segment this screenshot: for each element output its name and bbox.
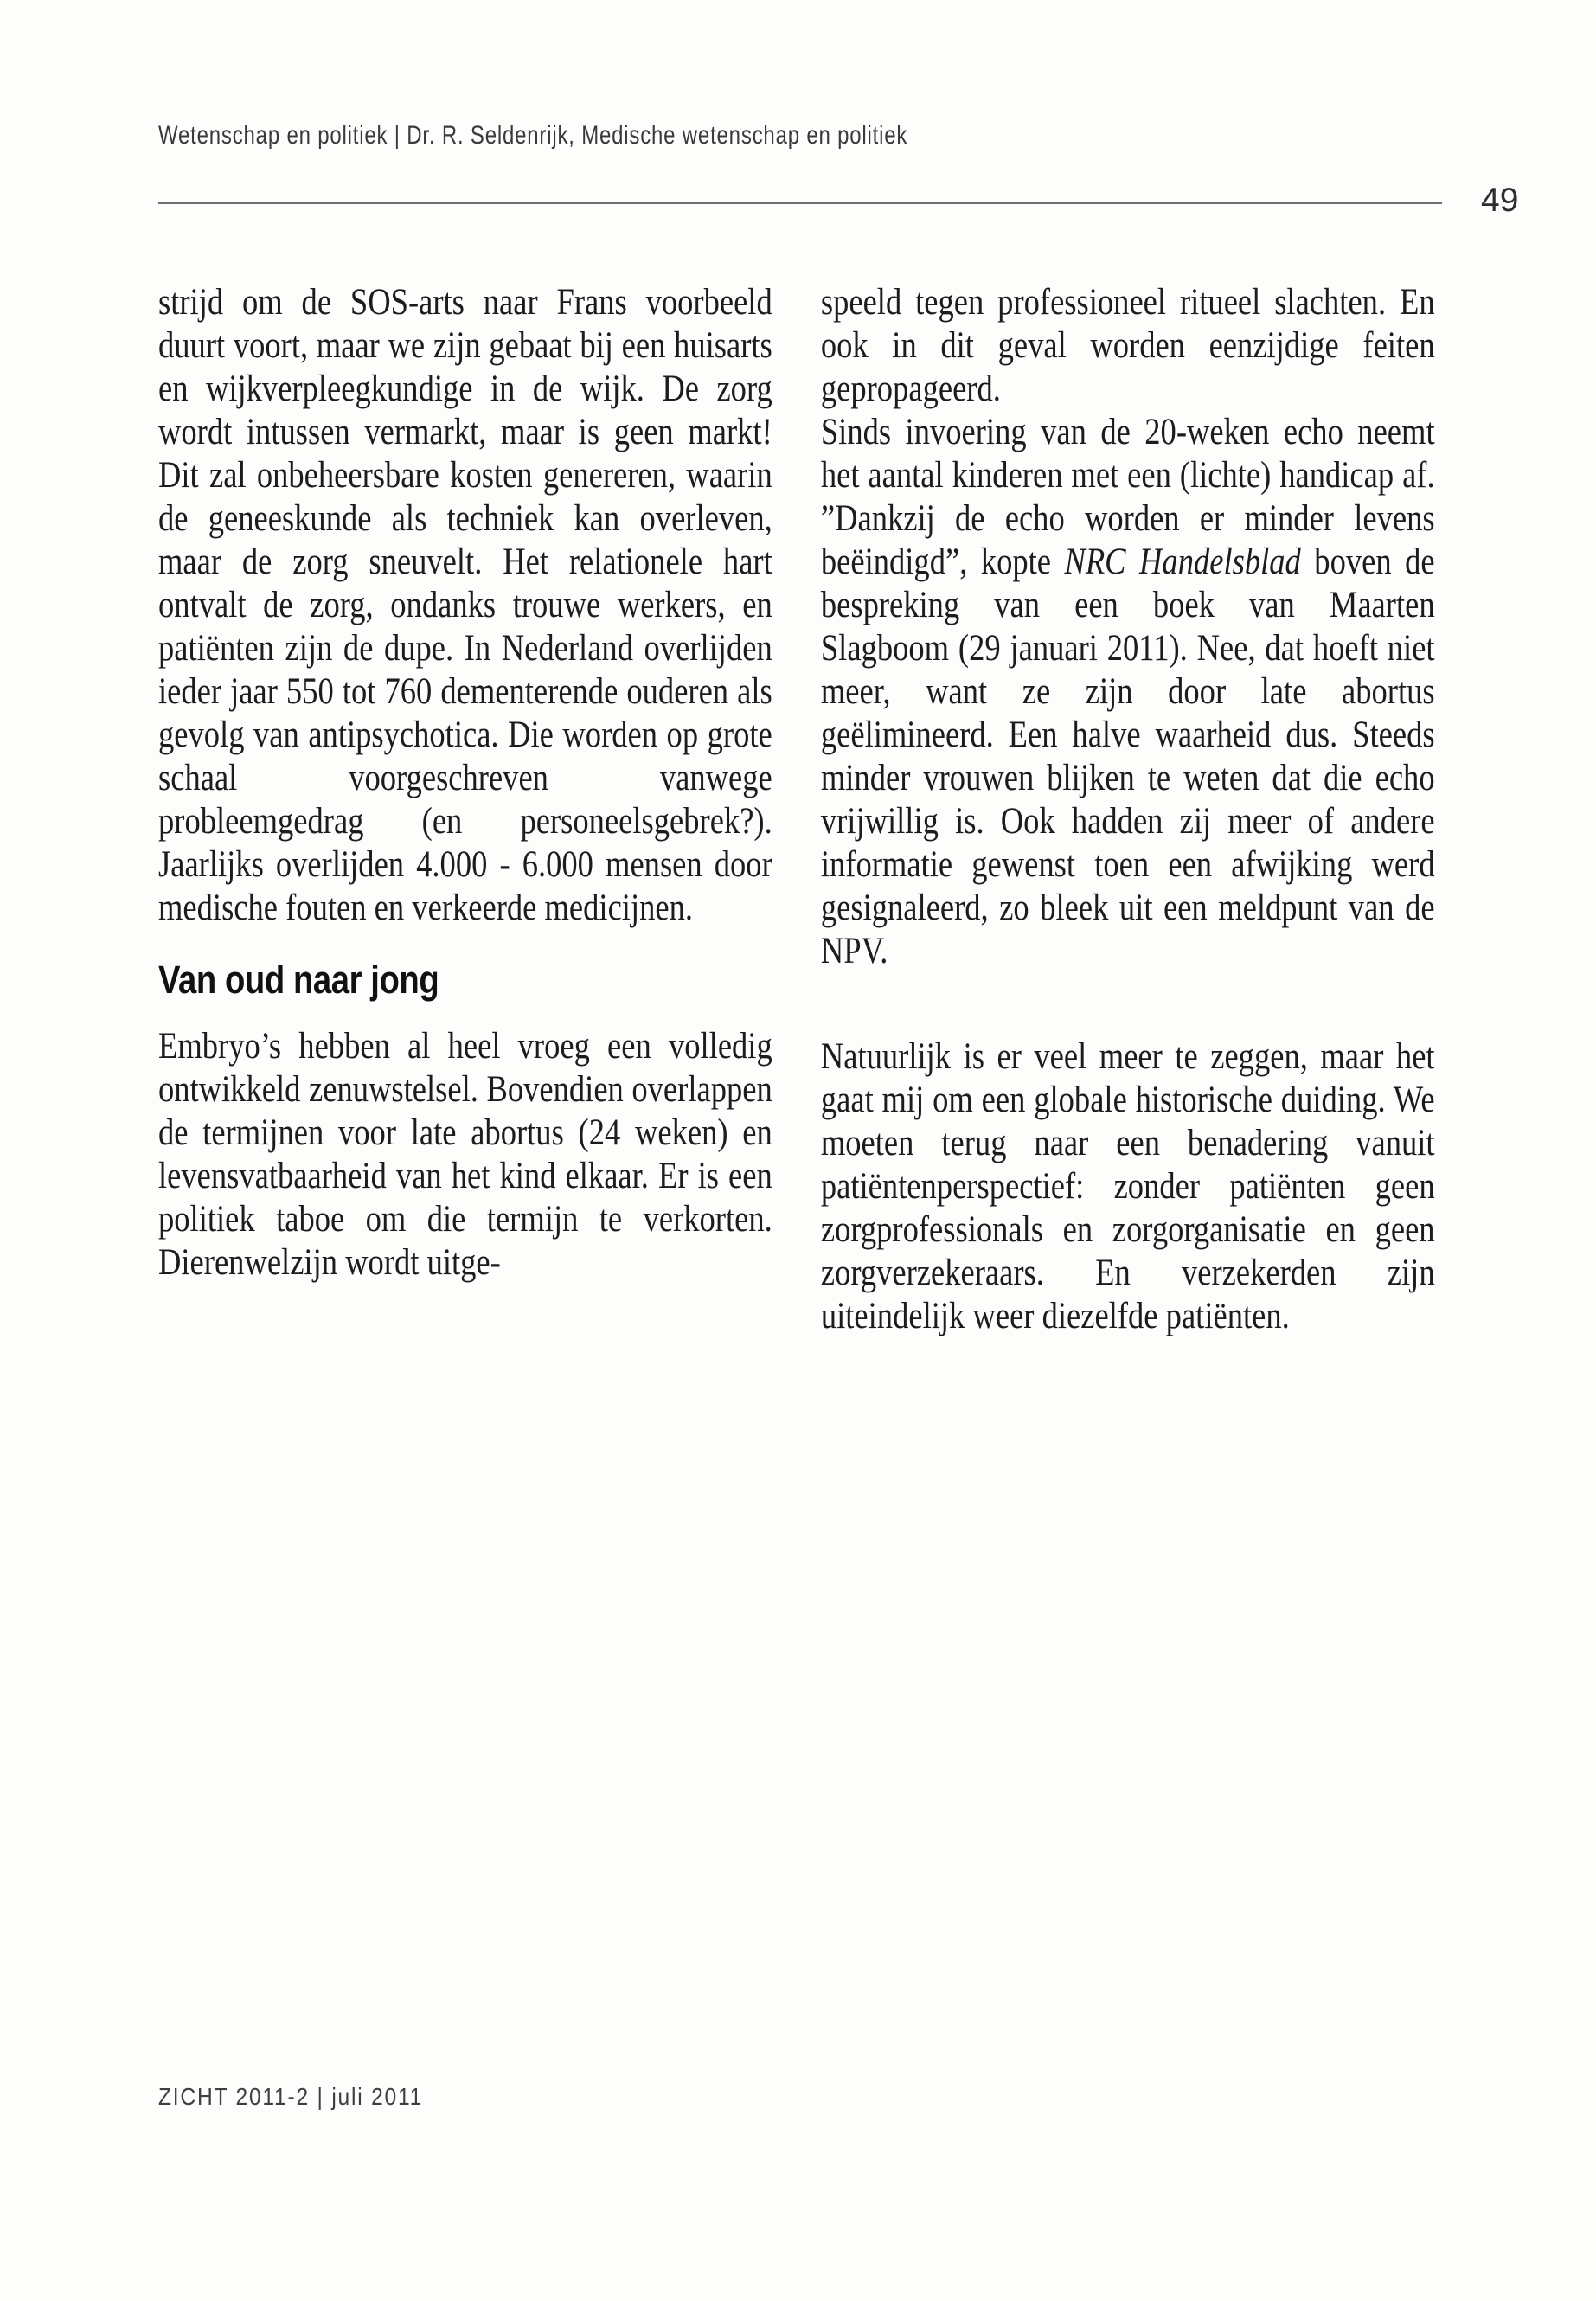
section-heading bbox=[158, 958, 772, 1003]
column-left bbox=[158, 281, 772, 1338]
paragraph bbox=[158, 281, 772, 930]
text-run: Sinds invoering van de 20-weken echo neemt het aantal kinderen met een (lichte) handicap af. ”Dankzij de echo worden er minder levens beëindigd”, kopte bbox=[820, 412, 1435, 582]
article-body bbox=[158, 281, 1435, 1338]
text-run: Natuurlijk is er veel meer te zeggen, maar het gaat mij om een globale historische duiding. We moeten terug naar een benadering vanuit patiëntenperspectief: zonder patiënten geen zorgprofessionals en zorgorganisatie en geen zorgverzekeraars. En verzekerden zijn uiteindelijk weer diezelfde patiënten. bbox=[820, 1036, 1435, 1336]
paragraph bbox=[821, 411, 1435, 973]
running-head: Wetenschap en politiek | Dr. R. Seldenrijk, Medische wetenschap en politiek bbox=[158, 121, 908, 150]
publication-name-italic: NRC Handelsblad bbox=[1064, 542, 1301, 582]
text-run: Van oud naar jong bbox=[158, 958, 439, 1002]
header-divider bbox=[158, 202, 1442, 204]
paragraph bbox=[158, 1025, 772, 1285]
paragraph bbox=[821, 1035, 1435, 1338]
column-right bbox=[821, 281, 1435, 1338]
text-run: boven de bespreking van een boek van Maarten Slagboom (29 januari 2011). Nee, dat hoeft niet meer, want ze zijn door late abortus geëlimineerd. Een halve waarheid dus. Steeds minder vrouwen blijken te weten dat die echo vrijwillig is. Ook hadden zij meer of andere informatie gewenst toen een afwijking werd gesignaleerd, zo bleek uit een meldpunt van de NPV. bbox=[820, 542, 1435, 971]
text-run: speeld tegen professioneel ritueel slachten. En ook in dit geval worden eenzijdige feiten gepropageerd. bbox=[820, 282, 1435, 409]
paragraph bbox=[821, 281, 1435, 411]
text-run: strijd om de SOS-arts naar Frans voorbeeld duurt voort, maar we zijn gebaat bij een huisarts en wijkverpleegkundige in de wijk. De zorg wordt intussen vermarkt, maar is geen markt! Dit zal onbeheersbare kosten genereren, waarin de geneeskunde als techniek kan overleven, maar de zorg sneuvelt. Het relationele hart ontvalt de zorg, ondanks trouwe werkers, en patiënten zijn de dupe. In Nederland overlijden ieder jaar 550 tot 760 dementerende ouderen als gevolg van antipsychotica. Die worden op grote schaal voorgeschreven vanwege probleemgedrag (en personeelsgebrek?). Jaarlijks overlijden 4.000 - 6.000 mensen door medische fouten en verkeerde medicijnen. bbox=[158, 282, 772, 928]
page-number: 49 bbox=[1481, 182, 1519, 219]
text-run: Embryo’s hebben al heel vroeg een volledig ontwikkeld zenuwstelsel. Bovendien overlappen de termijnen voor late abortus (24 weken) en levensvatbaarheid van het kind elkaar. Er is een politiek taboe om die termijn te verkorten. Dierenwelzijn wordt uitge- bbox=[158, 1026, 772, 1283]
journal-footer: ZICHT 2011-2 | juli 2011 bbox=[158, 2083, 424, 2110]
